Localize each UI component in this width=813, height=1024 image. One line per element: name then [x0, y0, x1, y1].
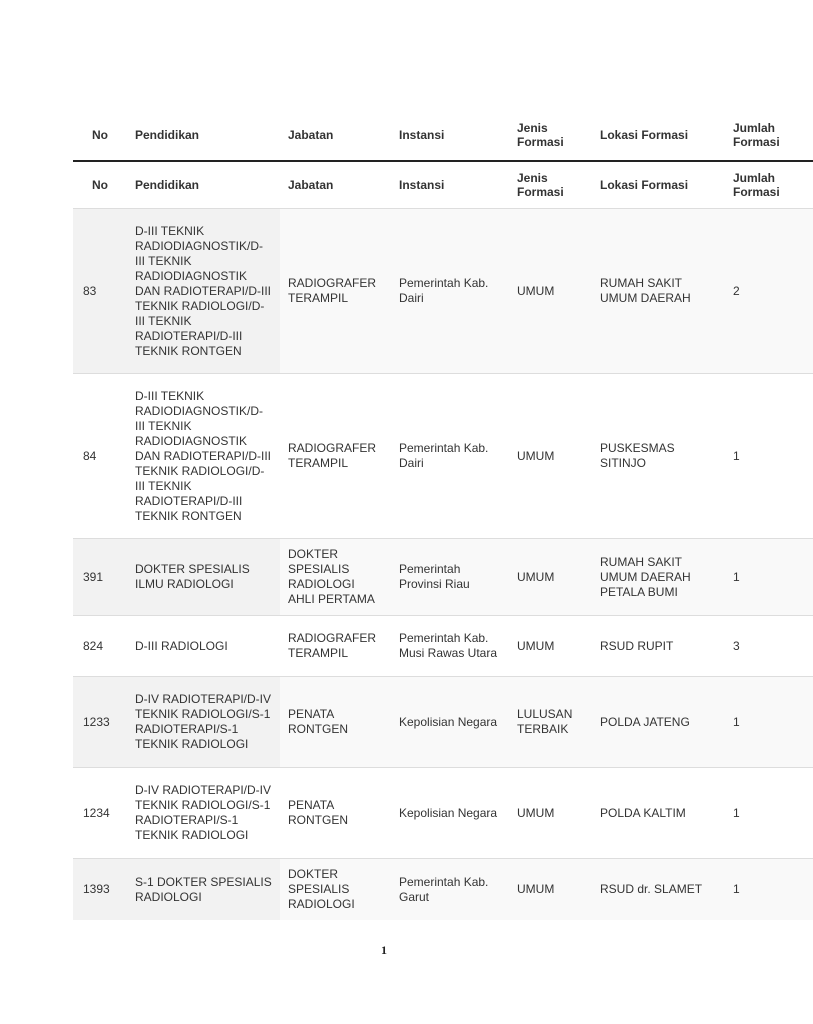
- header-pendidikan: Pendidikan: [135, 178, 200, 192]
- cell-jenis-formasi: UMUM: [509, 768, 592, 859]
- cell-pendidikan: D-IV RADIOTERAPI/D-IV TEKNIK RADIOLOGI/S-1 RADIOTERAPI/S-1 TEKNIK RADIOLOGI: [127, 768, 280, 859]
- header-jenis-formasi: Jenis Formasi: [509, 110, 592, 161]
- cell-pendidikan: D-III TEKNIK RADIODIAGNOSTIK/D-III TEKNIK RADIODIAGNOSTIK DAN RADIOTERAPI/D-III TEKNIK RADIOLOGI/D-III TEKNIK RADIOTERAPI/D-III TEKNIK RONTGEN: [127, 209, 280, 374]
- page-number: 1: [381, 943, 387, 957]
- cell-jumlah-formasi: 2: [725, 209, 813, 374]
- cell-jenis-formasi: UMUM: [509, 616, 592, 677]
- formasi-table: [73, 110, 813, 920]
- table-row: [73, 209, 813, 374]
- cell-jumlah-formasi: 1: [725, 539, 813, 616]
- cell-jabatan: RADIOGRAFER TERAMPIL: [280, 616, 391, 677]
- cell-no: 391: [73, 539, 127, 616]
- header-row: [73, 110, 813, 161]
- cell-lokasi-formasi: RUMAH SAKIT UMUM DAERAH: [592, 209, 725, 374]
- table-header: [73, 110, 813, 209]
- header-lokasi-formasi: Lokasi Formasi: [600, 178, 689, 192]
- header-jumlah-formasi: Jumlah Formasi: [733, 171, 780, 199]
- cell-instansi: Pemerintah Provinsi Riau: [391, 539, 509, 616]
- cell-pendidikan: D-IV RADIOTERAPI/D-IV TEKNIK RADIOLOGI/S-1 RADIOTERAPI/S-1 TEKNIK RADIOLOGI: [127, 677, 280, 768]
- cell-no: 83: [73, 209, 127, 374]
- cell-no: 824: [73, 616, 127, 677]
- cell-jabatan: DOKTER SPESIALIS RADIOLOGI: [280, 859, 391, 921]
- cell-no: 84: [73, 374, 127, 539]
- table-body: [73, 209, 813, 921]
- cell-jenis-formasi: UMUM: [509, 539, 592, 616]
- cell-no: 1233: [73, 677, 127, 768]
- cell-jabatan: DOKTER SPESIALIS RADIOLOGI AHLI PERTAMA: [280, 539, 391, 616]
- table-row: [73, 616, 813, 677]
- header-lokasi-formasi: Lokasi Formasi: [592, 110, 725, 161]
- cell-jabatan: RADIOGRAFER TERAMPIL: [280, 209, 391, 374]
- cell-lokasi-formasi: POLDA KALTIM: [592, 768, 725, 859]
- cell-instansi: Pemerintah Kab. Garut: [391, 859, 509, 921]
- cell-jenis-formasi: UMUM: [509, 374, 592, 539]
- table-row: [73, 859, 813, 921]
- cell-jabatan: PENATA RONTGEN: [280, 768, 391, 859]
- cell-jumlah-formasi: 1: [725, 768, 813, 859]
- header-instansi: Instansi: [391, 110, 509, 161]
- header-instansi: Instansi: [399, 178, 445, 192]
- cell-lokasi-formasi: POLDA JATENG: [592, 677, 725, 768]
- header-pendidikan: Pendidikan: [127, 110, 280, 161]
- cell-jenis-formasi: UMUM: [509, 859, 592, 921]
- cell-instansi: Kepolisian Negara: [391, 677, 509, 768]
- cell-no: 1393: [73, 859, 127, 921]
- table-row: [73, 374, 813, 539]
- cell-pendidikan: D-III TEKNIK RADIODIAGNOSTIK/D-III TEKNIK RADIODIAGNOSTIK DAN RADIOTERAPI/D-III TEKNIK RADIOLOGI/D-III TEKNIK RADIOTERAPI/D-III TEKNIK RONTGEN: [127, 374, 280, 539]
- cell-jumlah-formasi: 1: [725, 374, 813, 539]
- header-jabatan: Jabatan: [280, 110, 391, 161]
- cell-jabatan: PENATA RONTGEN: [280, 677, 391, 768]
- cell-instansi: Pemerintah Kab. Dairi: [391, 209, 509, 374]
- cell-lokasi-formasi: RSUD dr. SLAMET: [592, 859, 725, 921]
- cell-lokasi-formasi: RSUD RUPIT: [592, 616, 725, 677]
- cell-jabatan: RADIOGRAFER TERAMPIL: [280, 374, 391, 539]
- header-row-repeat: [73, 161, 813, 209]
- header-jabatan: Jabatan: [288, 178, 334, 192]
- cell-pendidikan: D-III RADIOLOGI: [127, 616, 280, 677]
- formasi-table-container: [73, 110, 780, 920]
- cell-pendidikan: S-1 DOKTER SPESIALIS RADIOLOGI: [127, 859, 280, 921]
- cell-jenis-formasi: LULUSAN TERBAIK: [509, 677, 592, 768]
- cell-instansi: Pemerintah Kab. Musi Rawas Utara: [391, 616, 509, 677]
- cell-no: 1234: [73, 768, 127, 859]
- table-row: [73, 677, 813, 768]
- cell-instansi: Pemerintah Kab. Dairi: [391, 374, 509, 539]
- header-jenis-formasi: Jenis Formasi: [517, 171, 564, 199]
- header-no: No: [73, 110, 127, 161]
- cell-lokasi-formasi: PUSKESMAS SITINJO: [592, 374, 725, 539]
- table-row: [73, 539, 813, 616]
- cell-pendidikan: DOKTER SPESIALIS ILMU RADIOLOGI: [127, 539, 280, 616]
- header-no: No: [92, 178, 108, 192]
- header-jumlah-formasi: Jumlah Formasi: [725, 110, 813, 161]
- cell-lokasi-formasi: RUMAH SAKIT UMUM DAERAH PETALA BUMI: [592, 539, 725, 616]
- cell-instansi: Kepolisian Negara: [391, 768, 509, 859]
- cell-jumlah-formasi: 1: [725, 859, 813, 921]
- cell-jumlah-formasi: 1: [725, 677, 813, 768]
- table-row: [73, 768, 813, 859]
- cell-jenis-formasi: UMUM: [509, 209, 592, 374]
- cell-jumlah-formasi: 3: [725, 616, 813, 677]
